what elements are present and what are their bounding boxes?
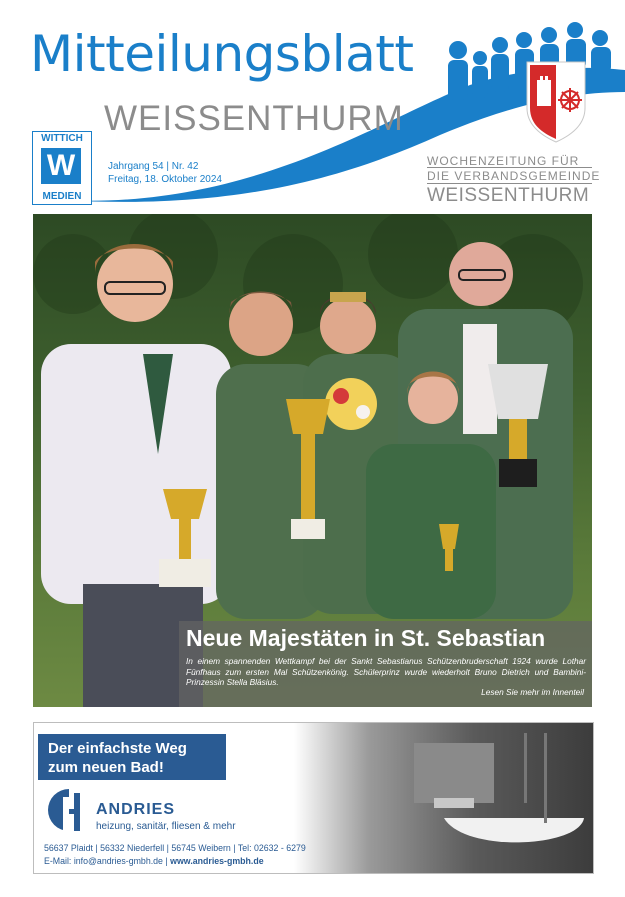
advertisement <box>33 722 594 874</box>
ad-bathroom-image <box>294 723 594 873</box>
logo-bottom-text: MEDIEN <box>42 191 82 202</box>
ad-brand: ANDRIES <box>96 801 176 818</box>
ad-email[interactable]: E-Mail: info@andries-gmbh.de | <box>44 856 171 866</box>
cover-teaser: In einem spannenden Wettkampf bei der Sankt Sebastianus Schützenbruderschaft 1924 wurde Lothar Fünfhaus zum ersten Mal Schützenkönig. Schülerprinz wurde wiederholt Bruno Dietrich und Bambini-Prinzessin Stella Bläsius. <box>186 656 586 687</box>
issue-number: Jahrgang 54 | Nr. 42 <box>108 161 199 172</box>
ad-headline-line-1: Der einfachste Weg <box>48 740 187 757</box>
town-title: WEISSENTHURM <box>104 99 404 138</box>
wittich-medien-logo <box>32 131 92 205</box>
subtitle-line-2: DIE VERBANDSGEMEINDE <box>427 169 601 183</box>
ad-contact <box>44 856 264 866</box>
ad-website-link[interactable]: www.andries-gmbh.de <box>170 856 264 866</box>
ad-tagline: heizung, sanitär, fliesen & mehr <box>96 821 236 832</box>
read-more-note: Lesen Sie mehr im Innenteil <box>481 687 584 697</box>
subtitle-line-3: WEISSENTHURM <box>427 185 590 206</box>
masthead-title: Mitteilungsblatt <box>30 25 414 83</box>
cover-headline: Neue Majestäten in St. Sebastian <box>186 625 546 651</box>
ad-address: 56637 Plaidt | 56332 Niederfell | 56745 Weibern | Tel: 02632 - 6279 <box>44 843 306 853</box>
ad-headline-line-2: zum neuen Bad! <box>48 759 164 776</box>
logo-top-text: WITTICH <box>41 133 83 144</box>
ad-headline-banner <box>38 734 226 780</box>
subtitle-line-1: WOCHENZEITUNG FÜR <box>427 154 580 168</box>
logo-letter: W <box>41 148 81 184</box>
issue-date: Freitag, 18. Oktober 2024 <box>108 174 222 185</box>
coat-of-arms-icon <box>527 62 585 142</box>
subtitle-divider <box>427 183 592 184</box>
andries-logo-icon <box>46 787 92 833</box>
